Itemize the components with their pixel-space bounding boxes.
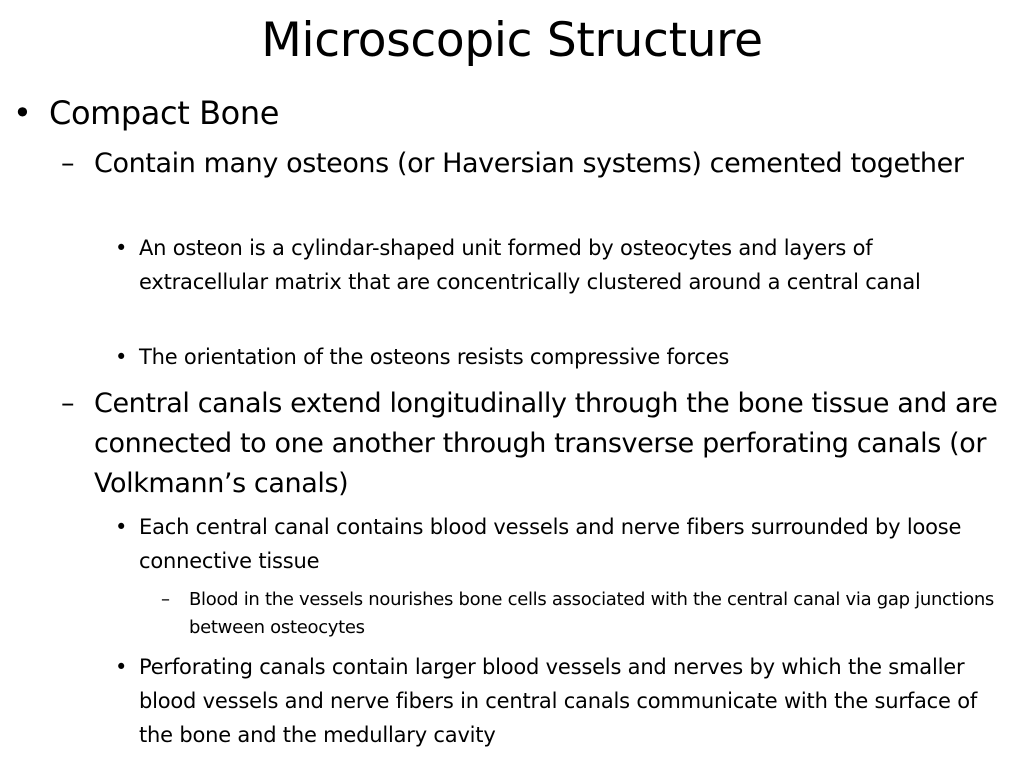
detail-text: An osteon is a cylindar-shaped unit formed by osteocytes and layers of extracellular matrix that are concentrically clustered around a central canal bbox=[139, 236, 921, 294]
bullet-compact-bone bbox=[13, 93, 999, 133]
sub-bullet-central-canals bbox=[61, 384, 1006, 504]
small-dash-marker: – bbox=[161, 589, 170, 610]
dash-marker: – bbox=[61, 388, 75, 419]
dash-marker: – bbox=[61, 148, 75, 179]
bullet-text: Compact Bone bbox=[49, 94, 280, 132]
detail-osteon-definition bbox=[115, 231, 1007, 299]
detail-canal-contents bbox=[115, 510, 1007, 578]
detail-nourishment bbox=[161, 586, 1007, 642]
small-bullet-marker: • bbox=[115, 655, 128, 679]
small-bullet-marker: • bbox=[115, 345, 128, 369]
detail-text: Each central canal contains blood vessels and nerve fibers surrounded by loose connective tissue bbox=[139, 515, 962, 573]
detail-perforating-canals bbox=[115, 650, 1007, 752]
bullet-marker: • bbox=[13, 94, 32, 132]
small-bullet-marker: • bbox=[115, 515, 128, 539]
detail-orientation bbox=[115, 340, 1007, 374]
slide-title: Microscopic Structure bbox=[261, 13, 763, 68]
detail-text: The orientation of the osteons resists compressive forces bbox=[139, 345, 730, 369]
sub-bullet-text: Central canals extend longitudinally through the bone tissue and are connected to one another through transverse perforating canals (or Volkmann’s canals) bbox=[94, 388, 998, 499]
detail-text: Blood in the vessels nourishes bone cells associated with the central canal via gap junctions between osteocytes bbox=[189, 589, 995, 638]
detail-text: Perforating canals contain larger blood vessels and nerves by which the smaller blood vessels and nerve fibers in central canals communicate with the surface of the bone and the medullary cavity bbox=[139, 655, 978, 747]
small-bullet-marker: • bbox=[115, 236, 128, 260]
sub-bullet-osteons bbox=[61, 144, 1006, 184]
sub-bullet-text: Contain many osteons (or Haversian systems) cemented together bbox=[94, 148, 964, 179]
